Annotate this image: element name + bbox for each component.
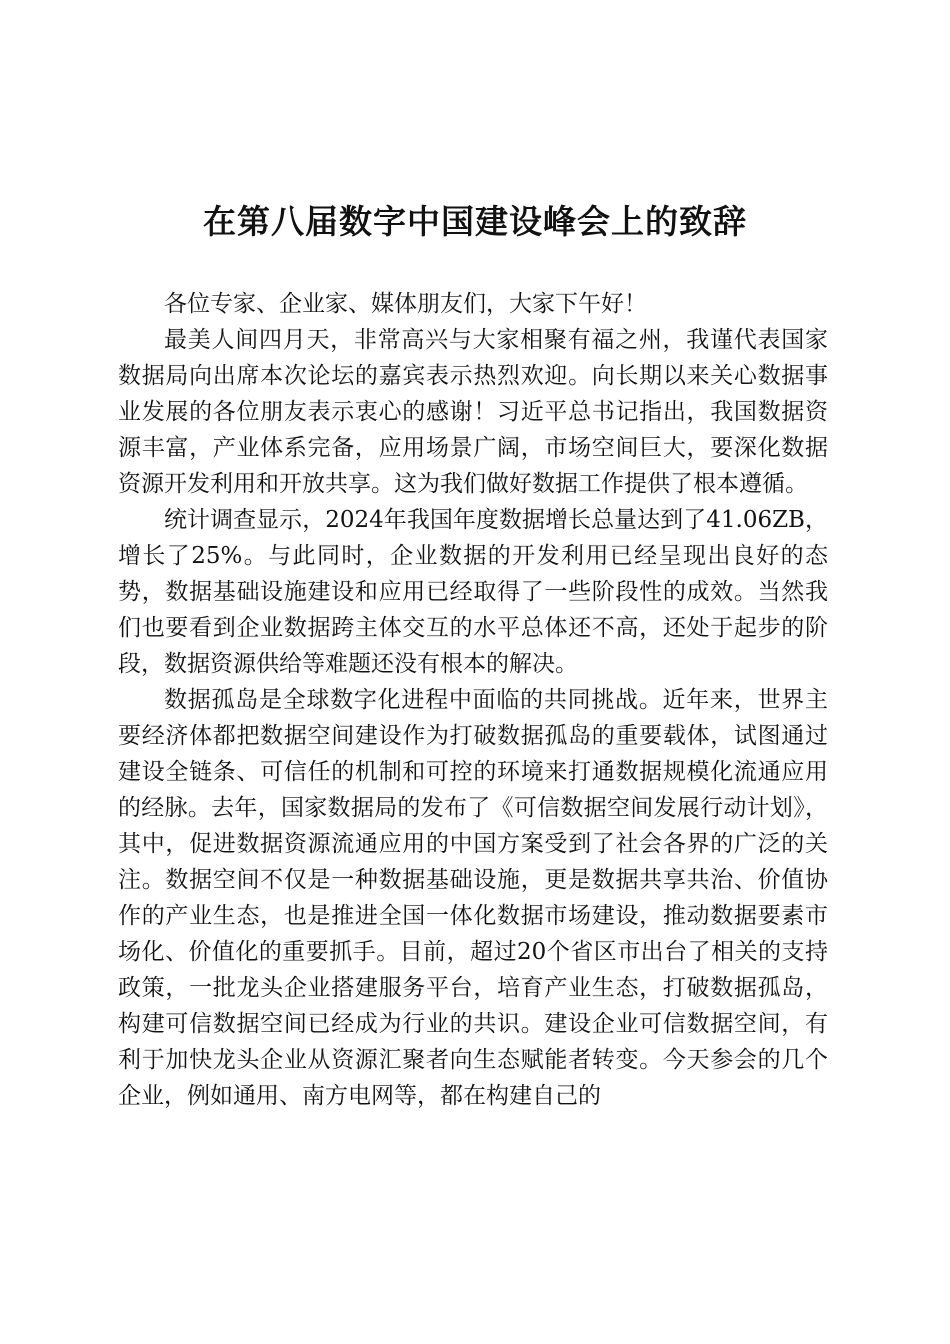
paragraph-greeting: 各位专家、企业家、媒体朋友们，大家下午好！	[164, 291, 647, 317]
paragraph-data-islands: 数据孤岛是全球数字化进程中面临的共同挑战。近年来，世界主要经济体都把数据空间建设作为打破数据孤岛的重要载体，试图通过建设全链条、可信任的机制和可控的环境来打通数据规模化流通应用的经脉。去年，国家数据局的发布了《可信数据空间发展行动计划》，其中，促进数据资源流通应用的中国方案受到了社会各界的广泛的关注。数据空间不仅是一种数据基础设施，更是数据共享共治、价值协作的产业生态，也是推进全国一体化数据市场建设，推动数据要素市场化、价值化的重要抓手。目前，超过20个省区市出台了相关的支持政策，一批龙头企业搭建服务平台，培育产业生态，打破数据孤岛，构建可信数据空间已经成为行业的共识。建设企业可信数据空间，有利于加快龙头企业从资源汇聚者向生态赋能者转变。今天参会的几个企业，例如通用、南方电网等，都在构建自己的	[118, 687, 828, 1109]
paragraph-statistics: 统计调查显示，2024年我国年度数据增长总量达到了41.06ZB，增长了25%。与此同时，企业数据的开发利用已经呈现出良好的态势，数据基础设施建设和应用已经取得了一些阶段性的成效。当然我们也要看到企业数据跨主体交互的水平总体还不高，还处于起步的阶段，数据资源供给等难题还没有根本的解决。	[118, 507, 828, 677]
document-title: 在第八届数字中国建设峰会上的致辞	[203, 202, 747, 241]
document-body	[118, 286, 828, 1114]
paragraph-welcome: 最美人间四月天，非常高兴与大家相聚有福之州，我谨代表国家数据局向出席本次论坛的嘉宾表示热烈欢迎。向长期以来关心数据事业发展的各位朋友表示衷心的感谢！习近平总书记指出，我国数据资源丰富，产业体系完备，应用场景广阔，市场空间巨大，要深化数据资源开发利用和开放共享。这为我们做好数据工作提供了根本遵循。	[118, 327, 828, 497]
